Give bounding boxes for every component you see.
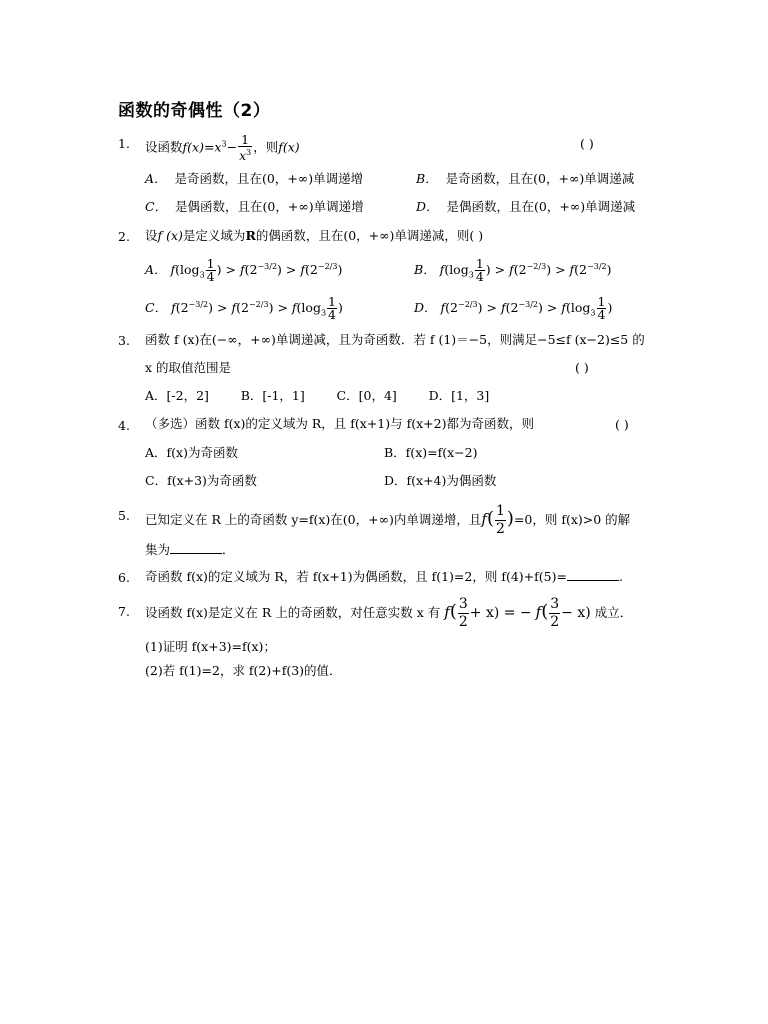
q1-a-label: A． [145,171,167,186]
q2-a-frac-d: 4 [206,269,215,284]
q5-fraction [495,503,506,538]
q2-c-exp2-minus: − [248,299,256,309]
q1-stem [145,134,300,162]
q2-b-exp1-n: 2 [533,261,539,271]
q7-frac1-n: 3 [458,596,468,612]
q6-answer-blank[interactable] [567,568,619,581]
q2-stem-b: 是定义域为 [182,228,246,243]
q2-b-log: (log [444,262,469,277]
q1-eq: =x [203,139,222,155]
q2-d-two1: (2 [445,300,458,315]
q7-sub2: (2)若 f(1)=2，求 f(2)+f(3)的值． [145,663,342,678]
q2-b-rp1: ) [485,262,491,277]
q2-a-exp1-minus: − [257,261,265,271]
q1-option-d [416,199,635,215]
q2-a-rp3: ) [337,262,343,277]
q5-stem [145,503,630,538]
q2-a-f2: f [239,262,245,277]
q2-a-two1: (2 [244,262,258,277]
q2-d-exp2-d: 2 [532,299,539,309]
q2-d-exp1-n: 2 [464,299,470,309]
q5-end: ． [222,542,235,557]
q2-a-exp1: −3/2 [257,261,278,271]
q5-answer-blank[interactable] [170,541,222,554]
q1-number: 1. [118,136,130,151]
q2-a-exp2-n: 2 [324,261,330,271]
q1-d-label: D． [416,199,439,214]
q7-plus: + x) = − [469,605,532,621]
q1-fx-2: f(x) [278,139,300,155]
q4-option-a: A．f(x)为奇函数 [145,445,238,460]
q2-d-frac-n: 1 [597,294,606,309]
q2-a-rp1: ) [216,262,222,277]
q4-answer-paren: ( ) [615,417,629,432]
q6-stem [145,568,623,585]
q2-d-f3: f [561,300,566,315]
q2-a-gt2: > [285,262,297,277]
q2-a-frac [206,258,216,283]
q2-c-exp2-d: 3 [263,299,269,309]
q7-sub1: (1)证明 f(x+3)=f(x)； [145,639,276,654]
q5-line2 [145,541,235,558]
page-title: 函数的奇偶性（2） [118,101,271,121]
q6-number: 6. [118,570,130,585]
q3-line2: x 的取值范围是 [145,360,232,375]
q2-a-exp1-n: 3 [264,261,270,271]
q2-b-f2: f [509,262,514,277]
q7-frac2-n: 3 [550,596,560,612]
q2-a-exp2: −2/3 [317,261,338,271]
q7-frac1 [458,596,469,631]
q4-option-c: C．f(x+3)为奇函数 [145,473,257,488]
q1-frac-num: 1 [238,134,252,147]
q2-c-f1: f [171,300,176,315]
q2-c-exp1-n: 3 [195,299,201,309]
q1-stem-pre: 设函数 [145,139,183,155]
q2-c-log-base: 3 [320,308,327,318]
q1-minus: − [226,139,238,155]
q5-stem-pre: 已知定义在 R 上的奇函数 y=f(x)在(0，+∞)内单调递增，且 [145,512,482,527]
q5-f: f [481,510,487,528]
q4-number: 4. [118,418,130,433]
q2-b-gt2: > [555,262,566,277]
q7-lparen2: ( [541,601,549,622]
q7-frac2 [549,596,560,631]
q2-b-exp2-n: 3 [593,261,599,271]
q2-c-exp1-minus: − [188,299,196,309]
q3-number: 3. [118,333,130,348]
q2-stem-a: 设 [145,228,158,243]
q2-b-exp2-d: 2 [601,261,607,271]
q2-b-frac [475,258,485,283]
q5-lparen: ( [486,508,494,529]
q7-f2: f [535,603,542,621]
q2-b-exp2-minus: − [587,261,594,271]
q2-d-label: D． [414,300,437,315]
q1-fraction [238,134,252,162]
q1-answer-paren: ( ) [580,136,594,151]
q5-frac-n: 1 [495,503,505,519]
q2-b-frac-n: 1 [475,256,484,271]
q1-option-b [416,171,634,187]
q2-R: R [245,228,256,243]
q2-c-gt2: > [277,300,288,315]
q2-b-label: B． [414,262,436,277]
q1-option-a [145,171,363,187]
q2-d-f1: f [440,300,446,315]
q2-d-two2: (2 [505,300,519,315]
q3-options: A．[-2，2] B．[-1，1] C．[0，4] D．[1，3] [145,388,490,403]
q2-a-f1: f [170,262,176,277]
q2-a-exp1-d: 2 [271,261,278,271]
q1-d-text: 是偶函数，且在(0，+∞)单调递减 [446,199,636,214]
q2-c-exp2: −2/3 [248,299,269,309]
q7-f1: f [444,603,450,621]
q2-d-gt2: > [546,300,558,315]
q7-stem-pre: 设函数 f(x)是定义在 R 上的奇函数，对任意实数 x 有 [145,605,441,620]
q1-frac-den-x: x [239,148,247,164]
q2-c-two2: (2 [236,300,249,315]
q2-c-rp2: ) [268,300,274,315]
q1-c-label: C． [145,199,168,214]
q3-answer-paren: ( ) [575,360,589,375]
q2-stem [145,228,483,244]
q2-a-log-base: 3 [199,270,205,280]
q5-stem-post: =0，则 f(x)>0 的解 [513,512,631,527]
q2-c-label: C． [145,300,168,315]
q1-option-c [145,199,364,215]
q2-c-two1: (2 [175,300,189,315]
q2-c-exp2-n: 2 [255,299,261,309]
q1-b-label: B． [416,171,438,186]
q2-a-gt1: > [225,262,236,277]
q2-c-rp3: ) [338,300,343,315]
q2-c-frac-d: 4 [328,307,336,322]
q2-number: 2. [118,229,130,244]
q2-option-b [414,258,612,284]
q1-stem-post: ，则 [253,139,279,155]
q2-b-two2: (2 [574,262,588,277]
q2-b-rp2: ) [546,262,552,277]
q2-d-rp2: ) [538,300,543,315]
q7-frac1-d: 2 [458,614,468,630]
q7-frac2-d: 2 [550,614,560,630]
q2-c-gt1: > [217,300,228,315]
q5-line2-text: 集为 [145,542,171,557]
q2-c-frac [327,296,337,321]
q2-d-f2: f [500,300,506,315]
q6-text: 奇函数 f(x)的定义域为 R，若 f(x+1)为偶函数，且 f(1)=2，则 f(4)+f(5)= [145,569,567,584]
q2-d-exp2: −3/2 [518,299,539,309]
q2-d-exp2-minus: − [518,299,526,309]
q5-rparen: ) [506,508,514,529]
q7-lparen1: ( [449,601,457,622]
q2-a-log: (log [175,262,200,277]
q2-d-exp1-minus: − [458,299,465,309]
q2-stem-c: 的偶函数，且在(0，+∞)单调递减，则( ) [255,228,484,243]
q2-b-rp3: ) [606,262,612,277]
q5-frac-d: 2 [495,521,505,537]
q7-stem-post: 成立． [594,605,633,620]
q2-d-exp2-n: 3 [525,299,531,309]
q2-a-label: A． [145,262,167,277]
q2-b-f3: f [569,262,575,277]
q2-c-exp1: −3/2 [188,299,209,309]
q2-b-exp1-d: 3 [541,261,547,271]
q7-number: 7. [118,604,130,619]
q2-b-log-base: 3 [468,270,474,280]
q5-number: 5. [118,508,130,523]
q2-a-rp2: ) [277,262,282,277]
q1-frac-den [238,147,252,162]
q2-a-exp2-d: 3 [332,261,338,271]
q2-c-log: (log [296,300,321,315]
q4-option-d: D．f(x+4)为偶函数 [384,473,497,488]
q1-frac-den-exp: 3 [246,148,252,157]
q2-d-gt1: > [486,300,497,315]
q2-d-frac-d: 4 [597,307,606,322]
q2-a-f3: f [300,262,306,277]
q2-b-exp1-minus: − [526,261,534,271]
q2-a-two2: (2 [305,262,318,277]
q2-a-exp2-minus: − [317,261,325,271]
q1-fx: f(x) [182,139,204,155]
q2-b-exp2: −3/2 [587,261,607,271]
q2-c-rp1: ) [208,300,214,315]
q2-d-rp3: ) [607,300,613,315]
q4-stem: （多选）函数 f(x)的定义域为 R，且 f(x+1)与 f(x+2)都为奇函数，则 [145,416,534,431]
q3-line1: 函数 f (x)在(−∞，+∞)单调递减，且为奇函数．若 f (1)＝−5，则满足−5≤f (x−2)≤5 的 [145,332,645,347]
q2-c-exp1-d: 2 [203,299,209,309]
q2-d-exp1: −2/3 [458,299,478,309]
q2-d-log-base: 3 [590,308,596,318]
q2-d-rp1: ) [477,300,483,315]
q4-option-b: B．f(x)=f(x−2) [384,445,478,460]
q2-fx: f (x) [157,228,183,243]
q7-stem [145,596,632,631]
q2-a-frac-n: 1 [206,256,215,271]
q2-d-log: (log [566,300,591,315]
q2-d-frac [597,296,607,321]
q2-c-frac-n: 1 [328,294,336,309]
q1-b-text: 是奇函数，且在(0，+∞)单调递减 [445,171,635,186]
q6-end: . [618,569,623,584]
q2-b-two1: (2 [513,262,527,277]
q2-option-d [414,296,612,322]
q2-b-frac-d: 4 [475,269,484,284]
q1-c-text: 是偶函数，且在(0，+∞)单调递增 [175,199,364,214]
q2-b-exp1: −2/3 [526,261,547,271]
q2-d-exp1-d: 3 [472,299,478,309]
q7-minus: − x) [561,605,591,621]
q1-a-text: 是奇函数，且在(0，+∞)单调递增 [174,171,364,186]
q2-c-f2: f [231,300,237,315]
q2-b-f1: f [439,262,445,277]
q2-b-gt1: > [494,262,506,277]
q2-option-c [145,296,343,322]
q1-exp: 3 [221,139,227,149]
q2-option-a [145,258,342,284]
q2-c-f3: f [291,300,297,315]
